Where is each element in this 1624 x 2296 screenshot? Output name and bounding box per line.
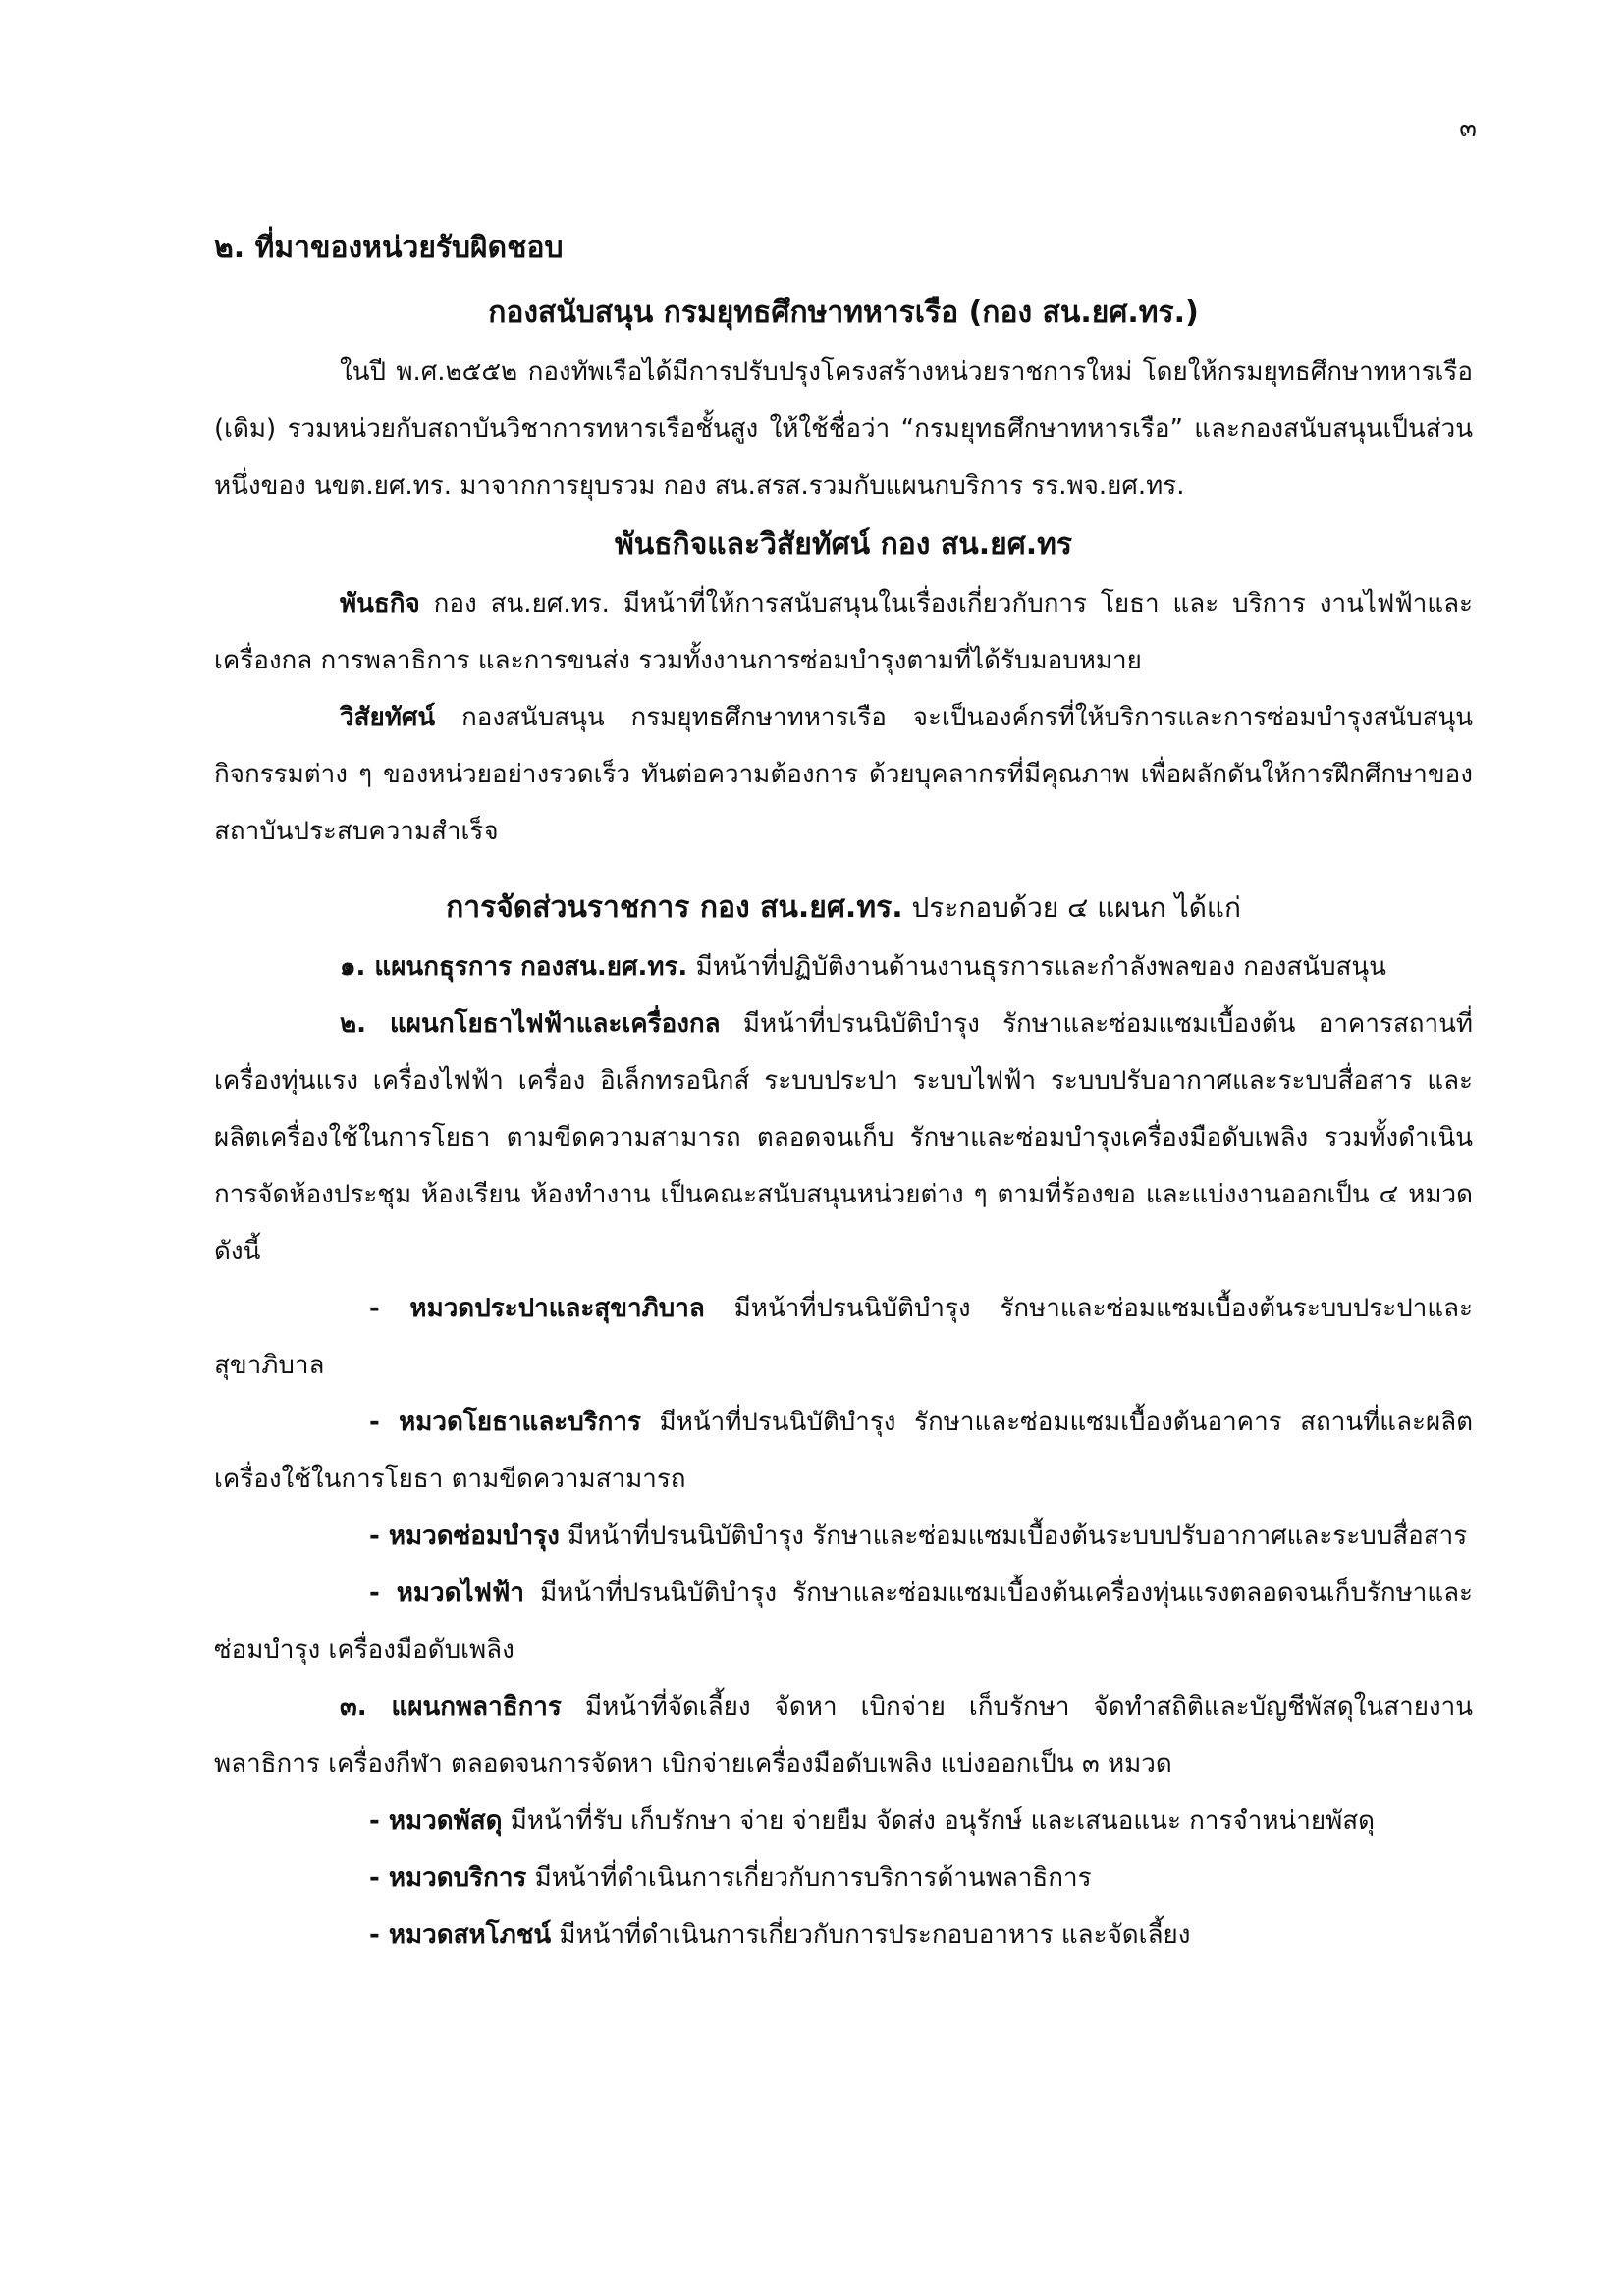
division-2-label: ๒. แผนกโยธาไฟฟ้าและเครื่องกล: [340, 1009, 721, 1039]
vision-paragraph: [214, 689, 1473, 860]
section-label: - หมวดซ่อมบำรุง: [369, 1522, 560, 1551]
section-text: มีหน้าที่รับ เก็บรักษา จ่าย จ่ายยืม จัดส่ง อนุรักษ์ และเสนอแนะ การจำหน่ายพัสดุ: [502, 1806, 1375, 1836]
organization-heading: [214, 878, 1473, 938]
section-text: มีหน้าที่ดำเนินการเกี่ยวกับการบริการด้านพลาธิการ: [526, 1863, 1092, 1893]
section-text: มีหน้าที่ปรนนิบัติบำรุง รักษาและซ่อมแซมเบื้องต้นอาคาร สถานที่และผลิตเครื่องใช้ในการโยธา ตามขีดความสามารถ: [214, 1408, 1474, 1494]
division-1-paragraph: [214, 938, 1473, 995]
section-label: - หมวดไฟฟ้า: [369, 1578, 524, 1608]
division-3-paragraph: [214, 1679, 1473, 1792]
division-1-label: ๑. แผนกธุรการ กองสน.ยศ.ทร.: [340, 952, 688, 982]
section-label: - หมวดพัสดุ: [369, 1806, 503, 1836]
unit-heading: กองสนับสนุน กรมยุทธศึกษาทหารเรือ (กอง สน.ยศ.ทร.): [488, 295, 1199, 330]
vision-text: กองสนับสนุน กรมยุทธศึกษาทหารเรือ จะเป็นองค์กรที่ให้บริการและการซ่อมบำรุงสนับสนุนกิจกรรมต่าง ๆ ของหน่วยอย่างรวดเร็ว ทันต่อความต้องการ ด้วยบุคลากรที่มีคุณภาพ เพื่อผลักดันให้การฝึกศึกษาของสถาบันประสบความสำเร็จ: [214, 703, 1473, 846]
section-item: [214, 1906, 1473, 1963]
section-text: มีหน้าที่ปรนนิบัติบำรุง รักษาและซ่อมแซมเบื้องต้นระบบปรับอากาศและระบบสื่อสาร: [559, 1522, 1468, 1551]
section-item: [214, 1792, 1473, 1849]
section-text: มีหน้าที่ปรนนิบัติบำรุง รักษาและซ่อมแซมเบื้องต้นระบบประปาและสุขาภิบาล: [214, 1294, 1473, 1380]
section-title: ๒. ที่มาของหน่วยรับผิดชอบ: [214, 231, 564, 265]
division-2-text: มีหน้าที่ปรนนิบัติบำรุง รักษาและซ่อมแซมเบื้องต้น อาคารสถานที่ เครื่องทุ่นแรง เครื่องไฟฟ้า เครื่อง อิเล็กทรอนิกส์ ระบบประปา ระบบไฟฟ้า ระบบปรับอากาศและระบบสื่อสาร และผลิตเครื่องใช้ในการโยธา ตามขีดความสามารถ ตลอดจนเก็บ รักษาและซ่อมบำรุงเครื่องมือดับเพลิง รวมทั้งดำเนินการจัดห้องประชุม ห้องเรียน ห้องทำงาน เป็นคณะสนับสนุนหน่วยต่าง ๆ ตามที่ร้องขอ และแบ่งงานออกเป็น ๔ หมวดดังนี้: [214, 1009, 1473, 1266]
section-item: [214, 1280, 1473, 1394]
section-item: [214, 1849, 1473, 1906]
document-body: [214, 218, 1473, 1963]
section-item: [214, 1394, 1473, 1508]
division-2-paragraph: [214, 995, 1473, 1280]
section-label: - หมวดโยธาและบริการ: [369, 1408, 641, 1437]
mission-paragraph: [214, 575, 1473, 689]
section-label: - หมวดประปาและสุขาภิบาล: [369, 1294, 705, 1323]
mission-text: กอง สน.ยศ.ทร. มีหน้าที่ให้การสนับสนุนในเรื่องเกี่ยวกับการ โยธา และ บริการ งานไฟฟ้าและเครื่องกล การพลาธิการ และการขนส่ง รวมทั้งงานการซ่อมบำรุงตามที่ได้รับมอบหมาย: [214, 589, 1473, 675]
section-label: - หมวดบริการ: [369, 1863, 527, 1893]
division-1-text: มีหน้าที่ปฏิบัติงานด้านงานธุรการและกำลังพลของ กองสนับสนุน: [687, 952, 1386, 982]
mission-label: พันธกิจ: [340, 589, 420, 618]
vision-label: วิสัยทัศน์: [340, 703, 436, 732]
section-text: มีหน้าที่ปรนนิบัติบำรุง รักษาและซ่อมแซมเบื้องต้นเครื่องทุ่นแรงตลอดจนเก็บรักษาและซ่อมบำรุง เครื่องมือดับเพลิง: [214, 1578, 1473, 1665]
mission-vision-heading: พันธกิจและวิสัยทัศน์ กอง สน.ยศ.ทร: [614, 527, 1073, 561]
division-3-text: มีหน้าที่จัดเลี้ยง จัดหา เบิกจ่าย เก็บรักษา จัดทำสถิติและบัญชีพัสดุในสายงานพลาธิการ เครื่องกีฬา ตลอดจนการจัดหา เบิกจ่ายเครื่องมือดับเพลิง แบ่งออกเป็น ๓ หมวด: [214, 1692, 1473, 1779]
section-text: มีหน้าที่ดำเนินการเกี่ยวกับการประกอบอาหาร และจัดเลี้ยง: [551, 1920, 1191, 1949]
page-number: ๓: [1459, 114, 1477, 143]
section-label: - หมวดสหโภชน์: [369, 1920, 552, 1949]
organization-heading-bold: การจัดส่วนราชการ กอง สน.ยศ.ทร.: [446, 890, 903, 925]
section-item: [214, 1565, 1473, 1679]
section-item: [214, 1508, 1473, 1565]
division-3-label: ๓. แผนกพลาธิการ: [340, 1692, 562, 1722]
organization-heading-rest: ประกอบด้วย ๔ แผนก ได้แก่: [902, 891, 1241, 924]
history-paragraph: ในปี พ.ศ.๒๕๕๒ กองทัพเรือได้มีการปรับปรุงโครงสร้างหน่วยราชการใหม่ โดยให้กรมยุทธศึกษาทหารเรือ (เดิม) รวมหน่วยกับสถาบันวิชาการทหารเรือชั้นสูง ให้ใช้ชื่อว่า “กรมยุทธศึกษาทหารเรือ” และกองสนับสนุนเป็นส่วนหนึ่งของ นขต.ยศ.ทร. มาจากการยุบรวม กอง สน.สรส.รวมกับแผนกบริการ รร.พจ.ยศ.ทร.: [214, 357, 1473, 501]
